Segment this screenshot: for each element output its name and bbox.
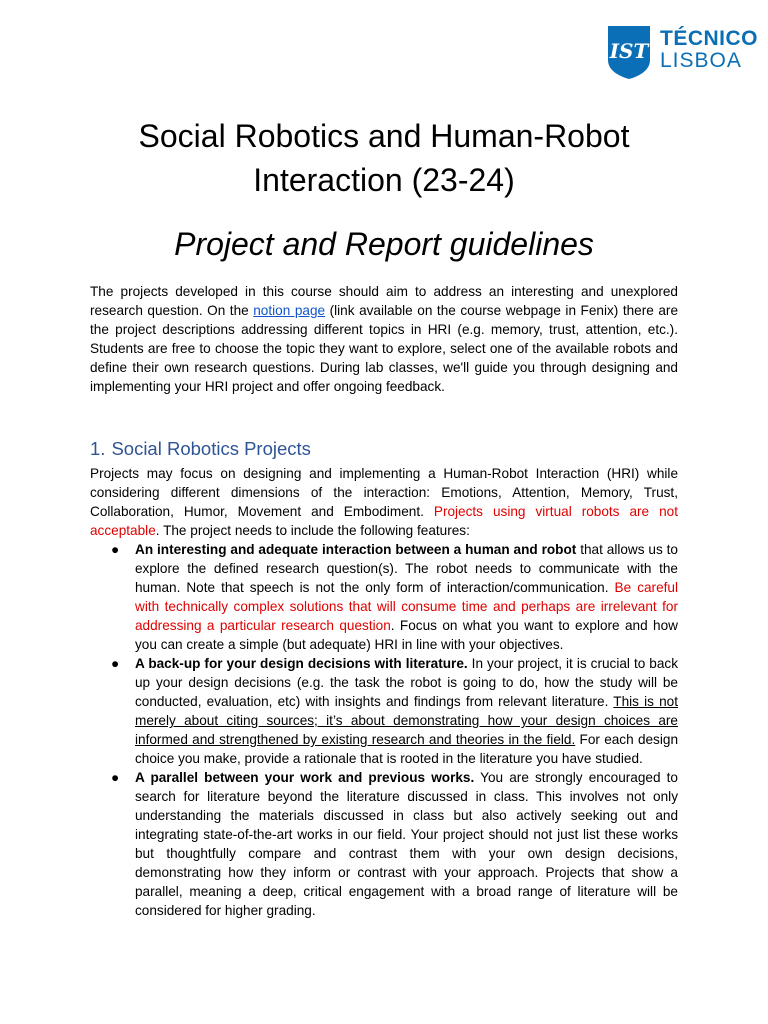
intro-paragraph: The projects developed in this course should aim to address an interesting and unexplored research question. On the notion page (link available on the course webpage in Fenix) there are the project descriptions addressing different topics in HRI (e.g. memory, trust, attention, etc.). Students are free to choose the topic they want to explore, select one of the available robots and define their own research questions. During lab classes, we'll guide you through designing and implementing your HRI project and offer ongoing feedback. bbox=[90, 284, 679, 394]
ist-shield-icon bbox=[606, 24, 652, 80]
notion-page-link[interactable]: notion page bbox=[253, 303, 326, 318]
bullet-icon: ● bbox=[111, 656, 120, 671]
bullet-icon: ● bbox=[111, 770, 120, 785]
tecnico-lisboa-logo bbox=[606, 24, 758, 80]
list-item: ● An interesting and adequate interaction between a human and robot that allows us to explore the defined research question(s). The robot needs to communicate with the human. Note that speech is not the only form of interaction/communication. Be careful with technically complex solutions that will consume time and perhaps are irrelevant for addressing a particular research question. Focus on what you want to explore and how you can create a simple (but adequate) HRI in line with your objectives. bbox=[111, 542, 678, 652]
section-heading-social-robotics-projects: 1. Social Robotics Projects bbox=[90, 438, 311, 459]
document-subtitle: Project and Report guidelines bbox=[174, 226, 594, 262]
svg-text:IST: IST bbox=[609, 39, 649, 63]
list-item: ● A back-up for your design decisions with literature. In your project, it is crucial to back up your design decisions (e.g. the task the robot is going to do, how the study will be conducted, evaluation, etc) with insights and findings from relevant literature. This is not merely about citing sources; it’s about demonstrating how your design choices are informed and strengthened by existing research and theories in the field. For each design choice you make, provide a rationale that is rooted in the literature you have studied. bbox=[111, 656, 678, 766]
document-title: Social Robotics and Human-Robot Interaction (23-24) bbox=[138, 118, 630, 198]
list-item: ● A parallel between your work and previous works. You are strongly encouraged to search for literature beyond the literature discussed in class. This involves not only understanding the materials discussed in class but also actively seeking out and integrating state-of-the-art works in our field. Your project should not just list these works but thoughtfully compare and contrast them with your own design decisions, demonstrating how they inform or contrast with your approach. Projects that show a parallel, meaning a deep, critical engagement with a broad range of literature will be considered for higher grading. bbox=[111, 770, 678, 918]
logo-line-lisboa: LISBOA bbox=[660, 49, 742, 72]
logo-line-tecnico: TÉCNICO bbox=[660, 27, 758, 50]
feature-list bbox=[90, 540, 678, 920]
document-body bbox=[90, 282, 678, 920]
virtual-robots-warning: Projects using virtual robots are not acceptable bbox=[90, 504, 679, 538]
bullet-icon: ● bbox=[111, 542, 120, 557]
section1-paragraph: Projects may focus on designing and implementing a Human-Robot Interaction (HRI) while considering different dimensions of the interaction: Emotions, Attention, Memory, Trust, Collaboration, Humor, Movement and Embodiment. Projects using virtual robots are not acceptable. The project needs to include the following features: bbox=[90, 466, 679, 538]
